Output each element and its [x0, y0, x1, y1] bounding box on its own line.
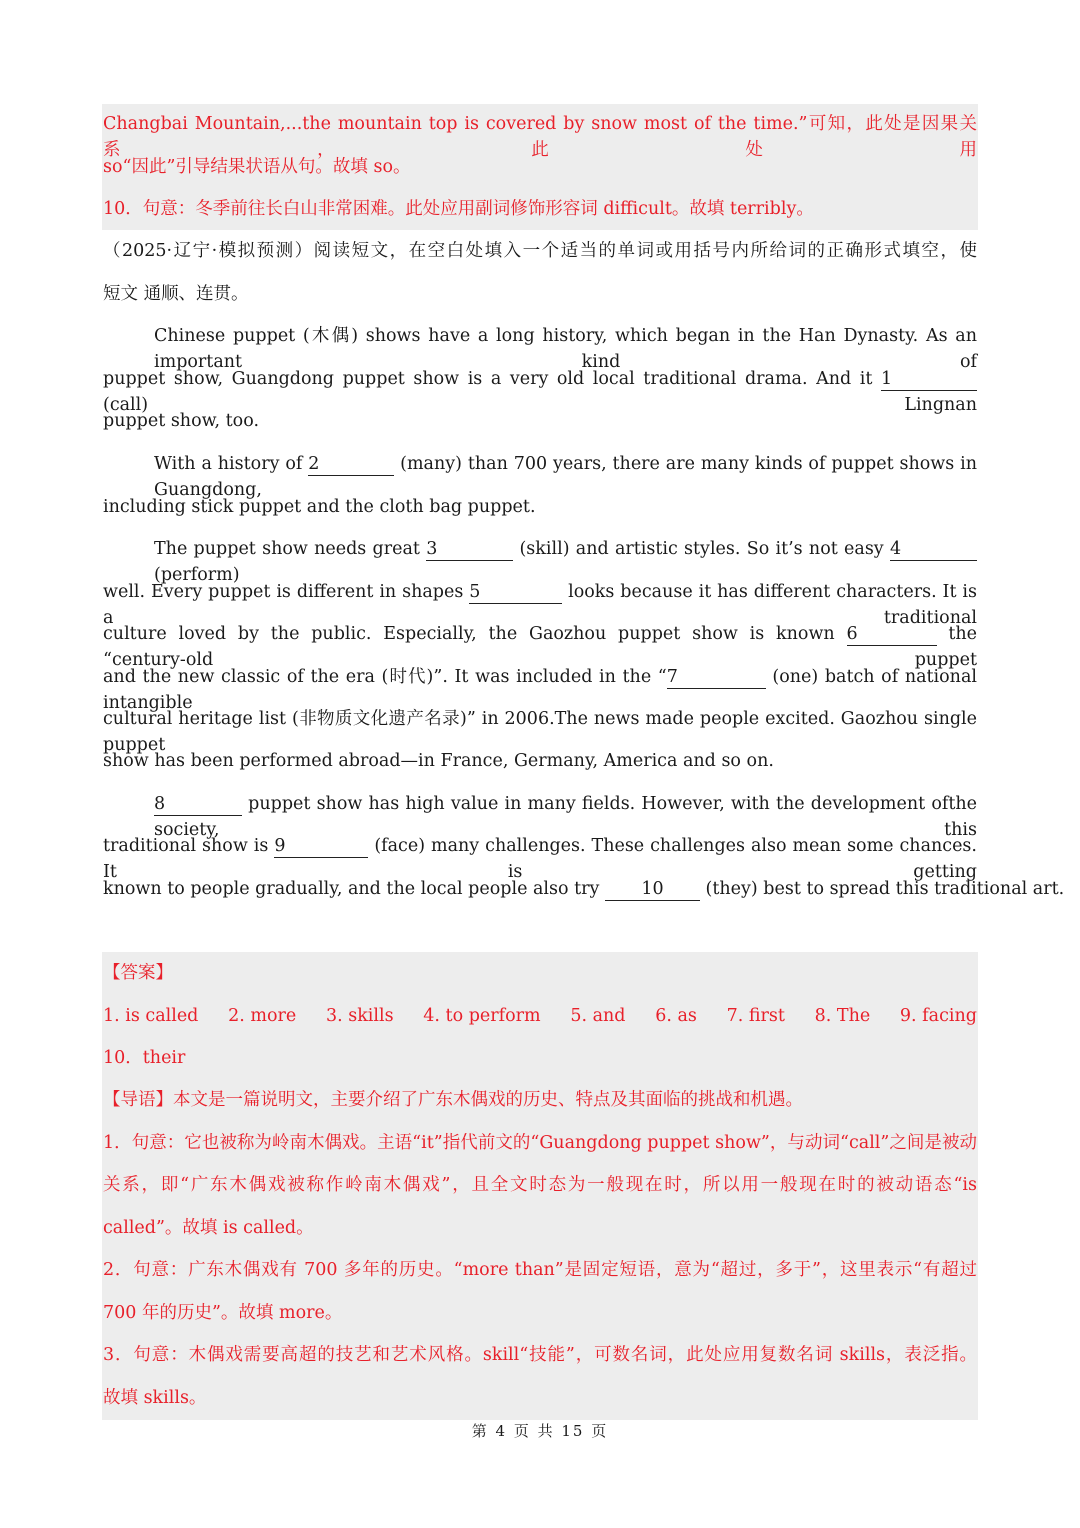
answer-heading: 【答案】 — [103, 963, 173, 983]
passage-text: (perform) — [154, 565, 240, 585]
passage-text: looks because it has different characters. It is a traditional — [103, 582, 977, 628]
passage-line: Chinese puppet (木偶) shows have a long history, which began in the Han Dynasty. As an important kind of — [154, 326, 977, 372]
passage-text: puppet show, Guangdong puppet show is a very old local traditional drama. And it — [103, 369, 873, 389]
passage-text: culture loved by the public. Especially, the Gaozhou puppet show is known — [103, 624, 835, 644]
explanation-line: 关系，即“广东木偶戏被称作岭南木偶戏”，且全文时态为一般现在时，所以用一般现在时的被动语态“is — [103, 1175, 977, 1195]
blank-4: 4 — [890, 538, 977, 561]
passage-text: (face) many challenges. These challenges also mean some chances. It is getting — [103, 836, 977, 882]
passage-line: cultural heritage list (非物质文化遗产名录)” in 2006.The news made people excited. Gaozhou single puppet — [103, 709, 977, 755]
explanation-line: 2．句意：广东木偶戏有 700 多年的历史。“more than”是固定短语，意为“超过，多于”，这里表示“有超过 — [103, 1260, 977, 1280]
question-intro-line-2: 短文 通顺、连贯。 — [103, 284, 249, 304]
answer-item: 2. more — [228, 1006, 297, 1026]
page-number: 第 4 页 共 15 页 — [471, 1422, 609, 1440]
prev-answer-line-1: Changbai Mountain,...the mountain top is covered by snow most of the time.”可知，此处是因果关系，此处用 — [103, 114, 977, 160]
explanation-line: called”。故填 is called。 — [103, 1218, 314, 1238]
answer-item: 9. facing — [899, 1006, 977, 1026]
prev-answer-line-3: 10．句意：冬季前往长白山非常困难。此处应用副词修饰形容词 difficult。故填 terribly。 — [103, 199, 814, 219]
passage-text: puppet show has high value in many fields. However, with the development ofthe society, this — [154, 794, 977, 840]
blank-7: 7 — [667, 666, 766, 689]
passage-text: The puppet show needs great — [154, 539, 420, 559]
passage-line: puppet show, too. — [103, 411, 260, 431]
guide-text: 【导语】本文是一篇说明文，主要介绍了广东木偶戏的历史、特点及其面临的挑战和机遇。 — [103, 1090, 803, 1110]
passage-text: traditional show is — [103, 836, 269, 856]
passage-text: (skill) and artistic styles. So it’s not easy — [519, 539, 884, 559]
answer-list — [103, 1003, 977, 1029]
passage-text: well. Every puppet is different in shapes — [103, 582, 464, 602]
answer-item: 1. is called — [103, 1006, 199, 1026]
blank-9: 9 — [274, 835, 368, 858]
passage-text: (many) than 700 years, there are many kinds of puppet shows in Guangdong, — [154, 454, 977, 500]
answer-item: 7. first — [726, 1006, 785, 1026]
passage-text: (call) Lingnan — [103, 395, 977, 415]
answer-item: 4. to perform — [423, 1006, 541, 1026]
passage-text: With a history of — [154, 454, 303, 474]
answer-item: 8. The — [814, 1006, 871, 1026]
passage-text: known to people gradually, and the local people also try — [103, 879, 600, 899]
passage-text: (they) best to spread this traditional art. — [705, 879, 1065, 899]
blank-8: 8 — [154, 793, 242, 816]
explanation-line: 700 年的历史”。故填 more。 — [103, 1303, 343, 1323]
passage-line: show has been performed abroad—in France, Germany, America and so on. — [103, 751, 774, 771]
answer-item: 5. and — [570, 1006, 626, 1026]
passage-text: (one) batch of national intangible — [103, 667, 977, 713]
passage-text: the “century-old puppet — [103, 624, 977, 670]
question-intro-line-1: （2025·辽宁·模拟预测）阅读短文，在空白处填入一个适当的单词或用括号内所给词的正确形式填空，使 — [103, 241, 977, 261]
prev-answer-line-2: so“因此”引导结果状语从句。故填 so。 — [103, 157, 411, 177]
answer-item: 3. skills — [325, 1006, 394, 1026]
explanation-line: 1．句意：它也被称为岭南木偶戏。主语“it”指代前文的“Guangdong puppet show”，与动词“call”之间是被动 — [103, 1133, 977, 1153]
blank-6: 6 — [847, 623, 937, 646]
blank-1: 1 — [881, 368, 977, 391]
passage-line: including stick puppet and the cloth bag puppet. — [103, 497, 536, 517]
passage-text: and the new classic of the era (时代)”. It was included in the “ — [103, 667, 667, 687]
blank-2: 2 — [308, 453, 394, 476]
answer-item: 6. as — [655, 1006, 697, 1026]
blank-10: 10 — [605, 878, 700, 901]
blank-3: 3 — [426, 538, 513, 561]
explanation-line: 故填 skills。 — [103, 1388, 207, 1408]
explanation-line: 3．句意：木偶戏需要高超的技艺和艺术风格。skill“技能”，可数名词，此处应用复数名词 skills，表泛指。 — [103, 1345, 977, 1365]
passage-line — [103, 876, 1065, 902]
blank-5: 5 — [469, 581, 562, 604]
answer-item-10: 10．their — [103, 1048, 186, 1068]
